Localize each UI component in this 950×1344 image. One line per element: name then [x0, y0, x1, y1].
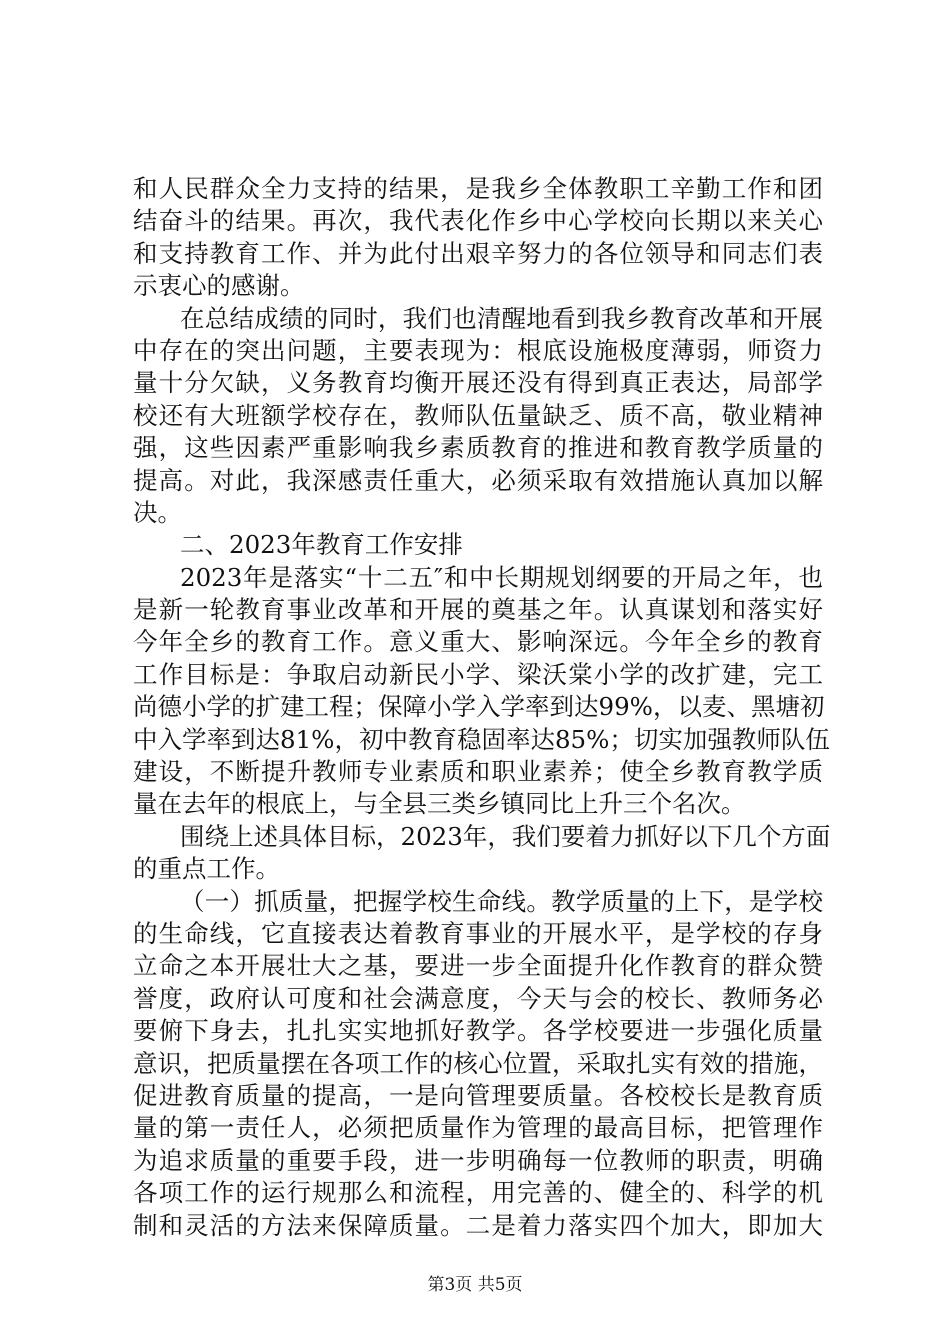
text-line: 要俯下身去，扎扎实实地抓好教学。各学校要进一步强化质量 [133, 1016, 823, 1046]
text-line: 示衷心的感谢。 [133, 271, 305, 301]
text-line: （一）抓质量，把握学校生命线。教学质量的上下，是学校 [180, 886, 823, 916]
text-line: 为追求质量的重要手段，进一步明确每一位教师的职责，明确 [133, 1145, 823, 1175]
text-line: 校还有大班额学校存在，教师队伍量缺乏、质不高，敬业精神 [133, 400, 823, 430]
text-line: 决。 [133, 497, 182, 527]
paragraph [133, 821, 831, 886]
text-line: 尚德小学的扩建工程；保障小学入学率到达99%，以麦、黑塘初 [133, 692, 825, 722]
text-line: 中入学率到达81%，初中教育稳固率达85%；切实加强教师队伍 [133, 724, 830, 754]
text-line: 围绕上述具体目标，2023年，我们要着力抓好以下几个方面 [180, 821, 831, 851]
paragraph [133, 562, 830, 821]
text-line: 中存在的突出问题，主要表现为：根底设施极度薄弱，师资力 [133, 335, 823, 365]
text-line: 强，这些因素严重影响我乡素质教育的推进和教育教学质量的 [133, 433, 823, 463]
text-line: 的重点工作。 [133, 854, 280, 884]
text-line: 是新一轮教育事业改革和开展的奠基之年。认真谋划和落实好 [133, 595, 823, 625]
text-line: 在总结成绩的同时，我们也清醒地看到我乡教育改革和开展 [180, 303, 823, 333]
page-footer: 第3页 共5页 [427, 1275, 523, 1295]
text-line: 誉度，政府认可度和社会满意度，今天与会的校长、教师务必 [133, 983, 823, 1013]
paragraph [133, 886, 823, 1242]
paragraph [133, 303, 823, 530]
paragraph [133, 529, 823, 561]
document-body [133, 173, 831, 1242]
text-line: 和人民群众全力支持的结果，是我乡全体教职工辛勤工作和团 [133, 174, 823, 203]
text-line: 量的第一责任人，必须把质量作为管理的最高目标，把管理作 [133, 1113, 823, 1143]
text-line: 提高。对此，我深感责任重大，必须采取有效措施认真加以解 [133, 465, 823, 495]
text-line: 工作目标是：争取启动新民小学、梁沃棠小学的改扩建，完工 [133, 659, 823, 689]
text-line: 建设，不断提升教师专业素质和职业素养；使全乡教育教学质 [133, 757, 823, 787]
paragraph [133, 173, 823, 303]
text-line: 量十分欠缺，义务教育均衡开展还没有得到真正表达，局部学 [133, 368, 823, 398]
text-line: 意识，把质量摆在各项工作的核心位置，采取扎实有效的措施， [133, 1048, 823, 1078]
text-line: 立命之本开展壮大之基，要进一步全面提升化作教育的群众赞 [133, 951, 823, 981]
text-line: 制和灵活的方法来保障质量。二是着力落实四个加大，即加大 [133, 1210, 823, 1240]
text-line: 量在去年的根底上，与全县三类乡镇同比上升三个名次。 [133, 789, 746, 819]
text-line: 结奋斗的结果。再次，我代表化作乡中心学校向长期以来关心 [133, 206, 823, 236]
text-line: 促进教育质量的提高，一是向管理要质量。各校校长是教育质 [133, 1080, 823, 1110]
text-line: 各项工作的运行规那么和流程，用完善的、健全的、科学的机 [133, 1178, 823, 1208]
text-line: 的生命线，它直接表达着教育事业的开展水平，是学校的存身 [133, 918, 823, 948]
text-line: 2023年是落实“十二五″和中长期规划纲要的开局之年，也 [180, 562, 823, 592]
text-line: 和支持教育工作、并为此付出艰辛努力的各位领导和同志们表 [133, 238, 823, 268]
text-line: 今年全乡的教育工作。意义重大、影响深远。今年全乡的教育 [133, 627, 823, 657]
text-line: 二、2023年教育工作安排 [180, 530, 463, 560]
